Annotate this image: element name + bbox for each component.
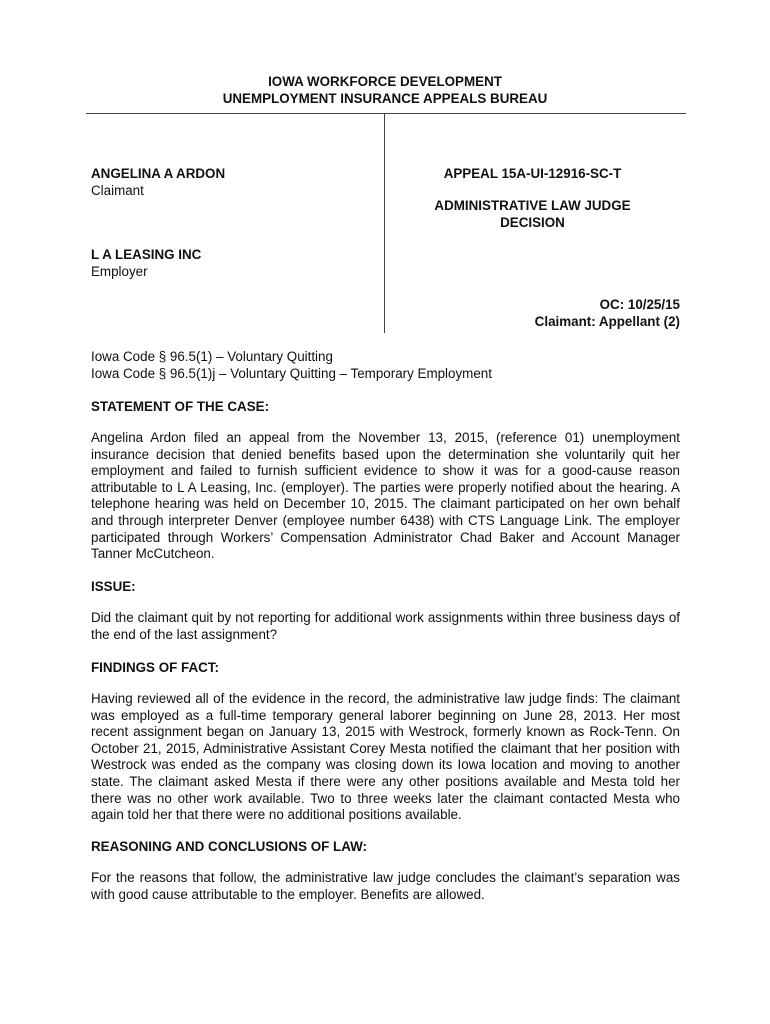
- bureau-name: UNEMPLOYMENT INSURANCE APPEALS BUREAU: [222, 91, 548, 106]
- statement-heading: STATEMENT OF THE CASE:: [91, 399, 270, 414]
- statement-paragraph: Angelina Ardon filed an appeal from the November 13, 2015, (reference 01) unemployment insurance decision that denied benefits based upon the determination she voluntarily quit her employment and failed to furnish sufficient evidence to show it was for a good-cause reason attributable to L A Leasing, Inc. (employer). The parties were properly notified about the hearing. A telephone hearing was held on December 10, 2015. The claimant participated on her own behalf and through interpreter Denver (employee number 6438) with CTS Language Link. The employer participated through Workers’ Compensation Administrator Chad Baker and Account Manager Tanner McCutcheon.: [91, 430, 680, 562]
- issue-paragraph: Did the claimant quit by not reporting for additional work assignments within three business days of the end of the last assignment?: [91, 610, 680, 642]
- employer-name: L A LEASING INC: [91, 247, 202, 262]
- issue-heading: ISSUE:: [91, 579, 136, 594]
- agency-name: IOWA WORKFORCE DEVELOPMENT: [268, 74, 502, 89]
- decision-title-line2: DECISION: [500, 215, 565, 230]
- decision-title-line1: ADMINISTRATIVE LAW JUDGE: [434, 198, 631, 213]
- oc-date: OC: 10/25/15: [599, 297, 680, 312]
- appeal-number: APPEAL 15A-UI-12916-SC-T: [443, 166, 622, 181]
- findings-paragraph: Having reviewed all of the evidence in the record, the administrative law judge finds: The claimant was employed as a full-time temporary general laborer beginning on June 28, 2013. Her most recent assignment began on January 13, 2015 with Westrock, formerly known as Rock-Tenn. On October 21, 2015, Administrative Assistant Corey Mesta notified the claimant that her position with Westrock was ended as the company was closing down its Iowa location and moving to another state. The claimant asked Mesta if there were any other positions available and Mesta told her there was no other work available. Two to three weeks later the claimant contacted Mesta who again told her that there were no additional positions available.: [91, 691, 680, 823]
- reasoning-text: [91, 870, 680, 903]
- employer-block: [91, 246, 201, 280]
- agency-title: [0, 73, 770, 107]
- claimant-block: [91, 165, 225, 199]
- reasoning-heading: REASONING AND CONCLUSIONS OF LAW:: [91, 839, 367, 854]
- issue-text: [91, 610, 680, 643]
- statement-text: [91, 430, 680, 563]
- claimant-role: Claimant: [91, 183, 144, 198]
- code-citations: [91, 348, 492, 382]
- findings-heading: FINDINGS OF FACT:: [91, 660, 219, 675]
- header-divider: [86, 113, 686, 114]
- reasoning-paragraph: For the reasons that follow, the administrative law judge concludes the claimant’s separation was with good cause attributable to the employer. Benefits are allowed.: [91, 870, 680, 902]
- code-citation: Iowa Code § 96.5(1)j – Voluntary Quitting – Temporary Employment: [91, 366, 492, 381]
- findings-text: [91, 691, 680, 824]
- code-citation: Iowa Code § 96.5(1) – Voluntary Quitting: [91, 349, 333, 364]
- employer-role: Employer: [91, 264, 148, 279]
- case-meta: [385, 296, 680, 330]
- decision-title: [385, 197, 680, 231]
- claimant-name: ANGELINA A ARDON: [91, 166, 226, 181]
- appellant-info: Claimant: Appellant (2): [534, 314, 680, 329]
